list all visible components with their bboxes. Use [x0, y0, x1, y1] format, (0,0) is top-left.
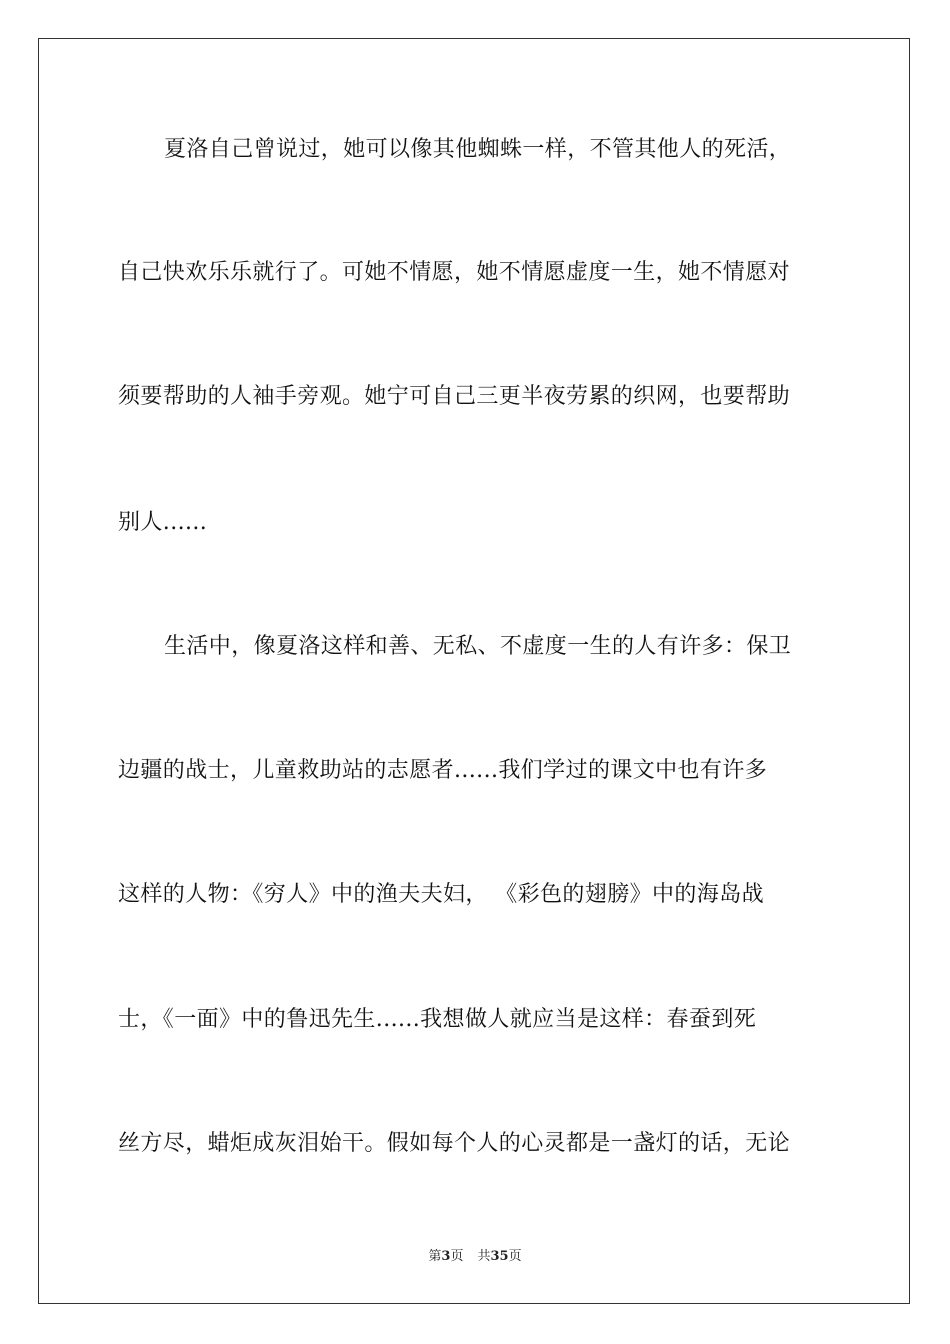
total-prefix: 共 — [477, 1249, 491, 1264]
page-number: 3 — [441, 1249, 451, 1264]
paragraph-1-line-3: 须要帮助的人袖手旁观。她宁可自己三更半夜劳累的织网，也要帮助 — [118, 384, 791, 409]
paragraph-2-line-2: 边疆的战士，儿童救助站的志愿者......我们学过的课文中也有许多 — [118, 758, 768, 783]
page-suffix: 页 — [450, 1249, 464, 1264]
paragraph-1-line-2: 自己快欢乐乐就行了。可她不情愿，她不情愿虚度一生，她不情愿对 — [118, 260, 791, 285]
paragraph-1-line-4: 别人...... — [118, 510, 208, 535]
total-pages: 35 — [490, 1249, 509, 1264]
page-border — [38, 38, 910, 1304]
page-footer — [0, 1248, 950, 1266]
paragraph-2-line-3: 这样的人物：《穷人》中的渔夫夫妇， 《彩色的翅膀》中的海岛战 — [118, 882, 764, 907]
paragraph-2-line-1: 生活中，像夏洛这样和善、无私、不虚度一生的人有许多：保卫 — [164, 634, 792, 659]
total-suffix: 页 — [508, 1249, 522, 1264]
paragraph-2-line-4: 士，《一面》中的鲁迅先生......我想做人就应当是这样：春蚕到死 — [118, 1007, 757, 1032]
paragraph-1-line-1: 夏洛自己曾说过，她可以像其他蜘蛛一样，不管其他人的死活， — [164, 137, 792, 162]
page-prefix: 第 — [428, 1249, 442, 1264]
paragraph-2-line-5: 丝方尽，蜡炬成灰泪始干。假如每个人的心灵都是一盏灯的话，无论 — [118, 1131, 791, 1156]
